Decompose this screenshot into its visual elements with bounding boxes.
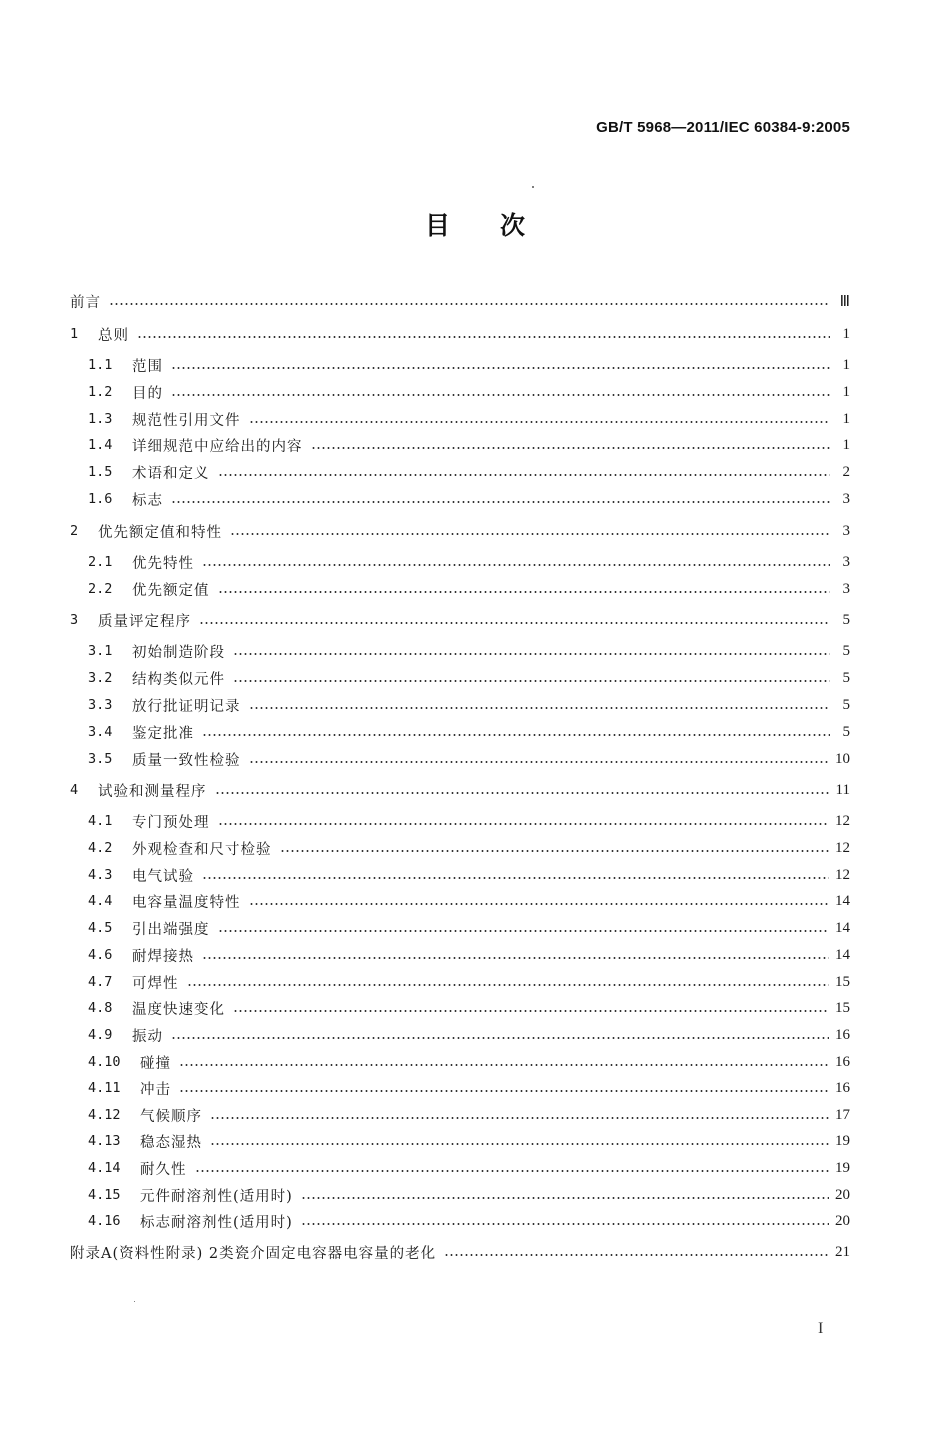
toc-entry[interactable] — [70, 748, 850, 770]
toc-page-number: 1 — [842, 410, 850, 427]
toc-entry-title — [70, 1105, 202, 1126]
dot-leader — [301, 1223, 829, 1225]
toc-entry[interactable] — [70, 890, 850, 912]
toc-section-label: 气候顺序 — [140, 1108, 202, 1125]
toc-section-number: 1.2 — [88, 384, 113, 400]
toc-section-label: 范围 — [132, 358, 163, 375]
toc-page-number: 19 — [835, 1159, 850, 1176]
toc-entry[interactable] — [70, 354, 850, 376]
toc-section-number: 4.14 — [88, 1160, 121, 1176]
toc-section-number: 4.11 — [88, 1080, 121, 1096]
toc-page-number: 16 — [835, 1079, 850, 1096]
toc-section-number: 1.1 — [88, 357, 113, 373]
toc-section-label: 优先特性 — [132, 555, 194, 572]
dot-leader — [199, 622, 830, 624]
dot-leader — [187, 984, 830, 986]
toc-section-label: 碰撞 — [140, 1055, 171, 1072]
toc-section-number: 1.4 — [88, 437, 113, 453]
dot-leader — [202, 957, 829, 959]
toc-page-number: 3 — [842, 490, 850, 507]
toc-section-label: 鉴定批准 — [132, 725, 194, 742]
toc-page-number: 12 — [835, 866, 850, 883]
toc-entry-title — [70, 462, 210, 483]
toc-entry-title — [70, 1131, 202, 1152]
toc-section-label: 质量一致性检验 — [132, 752, 241, 769]
toc-section-number: 4.4 — [88, 893, 113, 909]
toc-page-number: Ⅲ — [839, 293, 850, 310]
toc-page-number: 3 — [842, 580, 850, 597]
toc-entry[interactable] — [70, 290, 850, 312]
toc-section-label: 试验和测量程序 — [98, 783, 207, 800]
toc-page-number: 1 — [842, 436, 850, 453]
toc-entry-title — [70, 780, 207, 801]
toc-section-number: 3.2 — [88, 670, 113, 686]
toc-page-number: 15 — [835, 999, 850, 1016]
toc-entry[interactable] — [70, 551, 850, 573]
toc-entry[interactable] — [70, 721, 850, 743]
toc-entry[interactable] — [70, 997, 850, 1019]
dot-leader — [179, 1064, 829, 1066]
toc-section-number: 4.5 — [88, 920, 113, 936]
toc-section-label: 引出端强度 — [132, 921, 210, 938]
toc-section-number: 4 — [70, 782, 79, 798]
toc-entry-title — [70, 435, 303, 456]
toc-entry[interactable] — [70, 408, 850, 430]
toc-entry-title — [70, 865, 194, 886]
page-title-char-2: 次 — [500, 211, 526, 240]
toc-entry[interactable] — [70, 1241, 850, 1263]
toc-section-label: 标志耐溶剂性(适用时) — [140, 1214, 293, 1231]
toc-page-number: 16 — [835, 1053, 850, 1070]
toc-entry-title — [70, 695, 241, 716]
toc-section-label: 元件耐溶剂性(适用时) — [140, 1188, 293, 1205]
toc-entry[interactable] — [70, 864, 850, 886]
dot-leader — [233, 1010, 829, 1012]
toc-section-number: 1 — [70, 326, 79, 342]
dot-leader — [202, 877, 829, 879]
dot-leader — [202, 564, 830, 566]
toc-entry[interactable] — [70, 694, 850, 716]
toc-entry-title — [70, 521, 222, 542]
toc-section-label: 总则 — [98, 327, 129, 344]
toc-entry[interactable] — [70, 1051, 850, 1073]
toc-entry[interactable] — [70, 1077, 850, 1099]
toc-entry-title — [70, 749, 241, 770]
toc-page-number: 2 — [842, 463, 850, 480]
toc-entry-title — [70, 1078, 171, 1099]
toc-entry[interactable] — [70, 1157, 850, 1179]
toc-page-number: 14 — [835, 919, 850, 936]
toc-section-number: 3.1 — [88, 643, 113, 659]
dot-leader — [311, 447, 831, 449]
toc-entry-title — [70, 610, 191, 631]
toc-section-label: 标志 — [132, 492, 163, 509]
toc-page-number: 5 — [842, 611, 850, 628]
toc-entry-title — [70, 972, 179, 993]
toc-section-label: 外观检查和尺寸检验 — [132, 841, 272, 858]
toc-page-number: 15 — [835, 973, 850, 990]
toc-entry[interactable] — [70, 1210, 850, 1232]
toc-entry[interactable] — [70, 779, 850, 801]
dot-leader — [230, 533, 830, 535]
toc-section-number: 2.1 — [88, 554, 113, 570]
toc-entry[interactable] — [70, 323, 850, 345]
toc-entry[interactable] — [70, 944, 850, 966]
toc-entry[interactable] — [70, 640, 850, 662]
dot-leader — [202, 734, 830, 736]
toc-entry-title — [70, 1185, 293, 1206]
toc-entry[interactable] — [70, 971, 850, 993]
standard-number-header: GB/T 5968—2011/IEC 60384-9:2005 — [596, 119, 850, 136]
toc-section-number: 4.3 — [88, 867, 113, 883]
toc-section-label: 优先额定值 — [132, 582, 210, 599]
toc-entry-title — [70, 668, 225, 689]
toc-entry-title — [70, 579, 210, 600]
toc-entry-title — [70, 1025, 163, 1046]
toc-page-number: 5 — [842, 696, 850, 713]
toc-page-number: 20 — [835, 1212, 850, 1229]
dot-leader — [249, 421, 831, 423]
toc-page-number: 5 — [842, 723, 850, 740]
toc-section-number: 1.6 — [88, 491, 113, 507]
dot-leader — [171, 367, 830, 369]
toc-section-number: 4.12 — [88, 1107, 121, 1123]
toc-section-number: 3.3 — [88, 697, 113, 713]
toc-entry-title — [70, 1211, 293, 1232]
toc-page-number: 11 — [835, 781, 850, 798]
toc-section-label: 放行批证明记录 — [132, 698, 241, 715]
toc-section-label: 质量评定程序 — [98, 613, 191, 630]
toc-page-number: 20 — [835, 1186, 850, 1203]
toc-entry-title — [70, 838, 272, 859]
dot-leader — [171, 501, 830, 503]
scan-speck — [532, 186, 534, 188]
toc-entry-title — [70, 918, 210, 939]
toc-page-number: 1 — [842, 325, 850, 342]
dot-leader — [179, 1090, 829, 1092]
toc-section-label: 附录A(资料性附录) 2类瓷介固定电容器电容量的老化 — [70, 1245, 437, 1262]
toc-page-number: 12 — [835, 812, 850, 829]
toc-section-number: 3 — [70, 612, 79, 628]
dot-leader — [218, 930, 830, 932]
toc-entry[interactable] — [70, 1104, 850, 1126]
dot-leader — [218, 591, 831, 593]
toc-section-number: 4.13 — [88, 1133, 121, 1149]
toc-page-number: 1 — [842, 383, 850, 400]
toc-entry-title — [70, 811, 210, 832]
dot-leader — [233, 680, 830, 682]
toc-entry-title — [70, 324, 129, 345]
toc-section-number: 2 — [70, 523, 79, 539]
toc-section-number: 4.10 — [88, 1054, 121, 1070]
toc-section-number: 4.15 — [88, 1187, 121, 1203]
toc-entry-title — [70, 945, 194, 966]
dot-leader — [195, 1170, 830, 1172]
toc-entry-title — [70, 641, 225, 662]
toc-entry[interactable] — [70, 667, 850, 689]
dot-leader — [218, 474, 831, 476]
toc-section-label: 电气试验 — [132, 868, 194, 885]
footer-page-number: I — [818, 1320, 824, 1337]
toc-page-number: 12 — [835, 839, 850, 856]
toc-entry[interactable] — [70, 461, 850, 483]
toc-page-number: 5 — [842, 642, 850, 659]
scan-speck — [134, 1301, 135, 1302]
dot-leader — [249, 761, 830, 763]
toc-entry-title — [70, 355, 163, 376]
toc-page-number: 10 — [835, 750, 850, 767]
toc-entry[interactable] — [70, 837, 850, 859]
toc-page-number: 14 — [835, 946, 850, 963]
toc-section-number: 3.4 — [88, 724, 113, 740]
toc-section-number: 4.8 — [88, 1000, 113, 1016]
toc-page-number: 3 — [842, 522, 850, 539]
dot-leader — [301, 1197, 829, 1199]
dot-leader — [233, 653, 830, 655]
toc-entry[interactable] — [70, 520, 850, 542]
dot-leader — [280, 850, 830, 852]
toc-section-label: 可焊性 — [132, 975, 179, 992]
toc-section-number: 4.2 — [88, 840, 113, 856]
toc-entry-title — [70, 409, 241, 430]
dot-leader — [109, 303, 830, 305]
dot-leader — [218, 823, 830, 825]
toc-section-label: 冲击 — [140, 1081, 171, 1098]
toc-entry[interactable] — [70, 381, 850, 403]
toc-section-label: 专门预处理 — [132, 814, 210, 831]
dot-leader — [249, 707, 831, 709]
dot-leader — [210, 1117, 829, 1119]
toc-section-number: 4.1 — [88, 813, 113, 829]
toc-entry[interactable] — [70, 434, 850, 456]
page-title-char-1: 目 — [424, 211, 450, 240]
dot-leader — [444, 1254, 829, 1256]
toc-entry-title — [70, 291, 101, 312]
page-title — [0, 206, 950, 242]
toc-section-label: 规范性引用文件 — [132, 412, 241, 429]
toc-entry-title — [70, 1052, 171, 1073]
toc-page-number: 19 — [835, 1132, 850, 1149]
dot-leader — [249, 903, 830, 905]
toc-page-number: 5 — [842, 669, 850, 686]
toc-entry-title — [70, 382, 163, 403]
toc-section-label: 术语和定义 — [132, 465, 210, 482]
toc-page-number: 16 — [835, 1026, 850, 1043]
toc-section-label: 耐久性 — [140, 1161, 187, 1178]
toc-section-label: 振动 — [132, 1028, 163, 1045]
toc-entry[interactable] — [70, 1024, 850, 1046]
toc-entry[interactable] — [70, 917, 850, 939]
toc-entry[interactable] — [70, 810, 850, 832]
dot-leader — [215, 792, 830, 794]
toc-section-label: 结构类似元件 — [132, 671, 225, 688]
dot-leader — [210, 1143, 829, 1145]
toc-section-label: 优先额定值和特性 — [98, 524, 222, 541]
toc-section-label: 耐焊接热 — [132, 948, 194, 965]
toc-section-number: 3.5 — [88, 751, 113, 767]
toc-page-number: 1 — [842, 356, 850, 373]
toc-section-label: 详细规范中应给出的内容 — [132, 438, 303, 455]
toc-section-label: 温度快速变化 — [132, 1001, 225, 1018]
toc-entry-title — [70, 891, 241, 912]
toc-section-number: 4.9 — [88, 1027, 113, 1043]
toc-entry[interactable] — [70, 1130, 850, 1152]
toc-section-label: 电容量温度特性 — [132, 894, 241, 911]
toc-entry[interactable] — [70, 578, 850, 600]
toc-entry-title — [70, 1158, 187, 1179]
toc-entry-title — [70, 552, 194, 573]
toc-section-number: 4.7 — [88, 974, 113, 990]
dot-leader — [171, 394, 830, 396]
toc-page-number: 3 — [842, 553, 850, 570]
toc-section-label: 稳态湿热 — [140, 1134, 202, 1151]
toc-section-label: 初始制造阶段 — [132, 644, 225, 661]
toc-entry-title — [70, 1242, 436, 1263]
toc-entry-title — [70, 489, 163, 510]
toc-page-number: 17 — [835, 1106, 850, 1123]
toc-section-label: 前言 — [70, 294, 101, 311]
toc-section-number: 2.2 — [88, 581, 113, 597]
toc-section-number: 4.6 — [88, 947, 113, 963]
toc-entry-title — [70, 998, 225, 1019]
toc-section-number: 1.3 — [88, 411, 113, 427]
toc-entry-title — [70, 722, 194, 743]
toc-page-number: 14 — [835, 892, 850, 909]
dot-leader — [171, 1037, 829, 1039]
toc-entry[interactable] — [70, 1184, 850, 1206]
dot-leader — [137, 336, 830, 338]
toc-page-number: 21 — [835, 1243, 850, 1260]
toc-entry[interactable] — [70, 488, 850, 510]
toc-section-number: 1.5 — [88, 464, 113, 480]
toc-section-label: 目的 — [132, 385, 163, 402]
toc-entry[interactable] — [70, 609, 850, 631]
toc-section-number: 4.16 — [88, 1213, 121, 1229]
